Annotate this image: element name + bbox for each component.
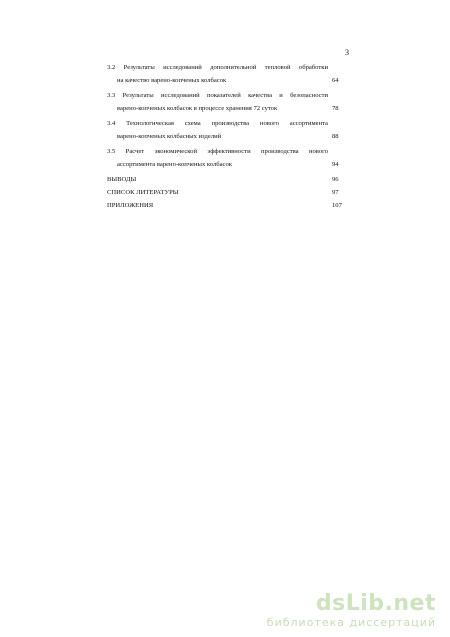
toc-entry-3-3: [107, 89, 352, 115]
toc-entry-title: ПРИЛОЖЕНИЯ: [107, 202, 154, 209]
table-of-contents: [107, 61, 352, 212]
toc-entry-references: [107, 186, 352, 199]
toc-entry-page: 96: [332, 176, 339, 183]
toc-entry-title-continued: на качество варено-копченых колбасок: [117, 77, 227, 84]
toc-entry-page: 97: [332, 189, 339, 196]
toc-entry-page: 94: [332, 161, 339, 168]
watermark: [267, 592, 436, 629]
toc-entry-title: ВЫВОДЫ: [107, 176, 137, 183]
watermark-subtitle: библиотека диссертаций: [266, 616, 436, 629]
toc-entry-title-continued: варено-копченых колбасных изделий: [117, 133, 222, 140]
toc-entry-title: 3.2 Результаты исследований дополнительной тепловой обработки: [107, 64, 328, 71]
toc-entry-title: 3.5 Расчет экономической эффективности производства нового: [107, 148, 328, 155]
toc-entry-appendices: [107, 199, 352, 212]
toc-entry-page: 107: [332, 202, 342, 209]
watermark-logo: dsLib.net: [315, 591, 436, 616]
toc-entry-3-4: [107, 117, 352, 143]
toc-entry-title-continued: варено-копченых колбасок в процессе хранения 72 суток: [117, 105, 278, 112]
toc-entry-title-continued: ассортимента варено-копченых колбасок: [117, 161, 232, 168]
page-number: 3: [345, 48, 349, 57]
toc-entry-page: 64: [332, 77, 339, 84]
toc-entry-3-2: [107, 61, 352, 87]
toc-entry-title: СПИСОК ЛИТЕРАТУРЫ: [107, 189, 179, 196]
toc-entry-title: 3.4 Технологическая схема производства нового ассортимента: [107, 120, 328, 127]
toc-entry-title: 3.3 Результаты исследований показателей качества и безопасности: [107, 92, 328, 99]
toc-entry-page: 78: [332, 105, 339, 112]
toc-entry-conclusions: [107, 173, 352, 186]
toc-entry-3-5: [107, 145, 352, 171]
toc-entry-page: 88: [332, 133, 339, 140]
